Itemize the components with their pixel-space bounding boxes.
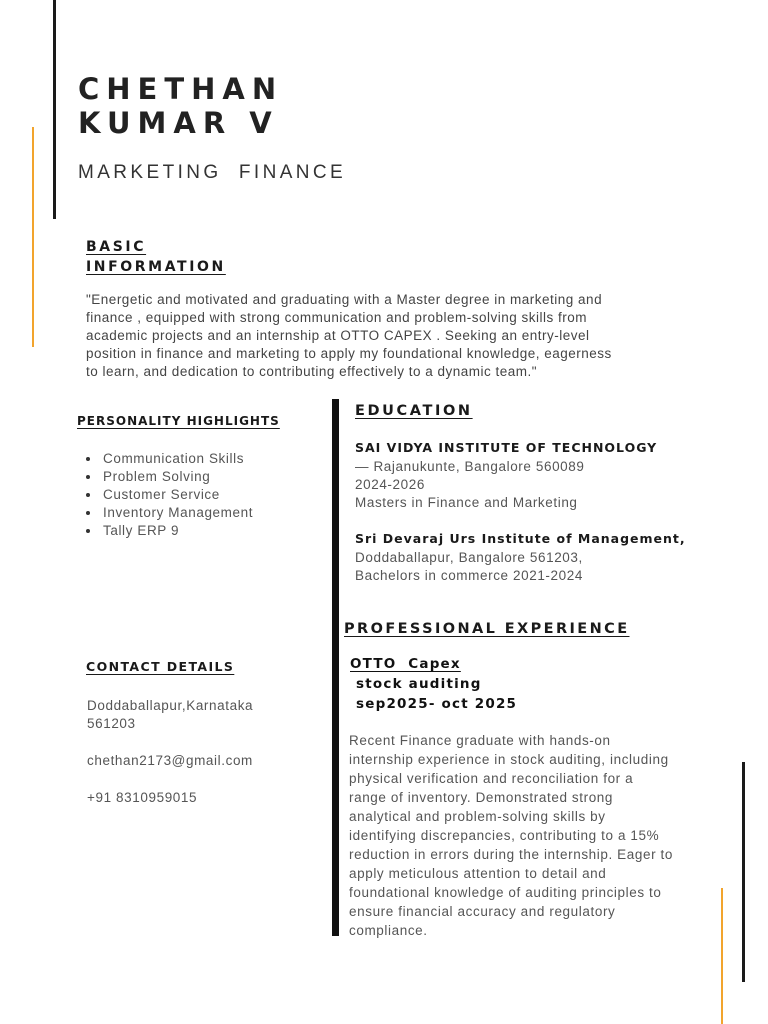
experience-description-line: apply meticulous attention to detail and: [349, 866, 607, 881]
education-detail: Bachelors in commerce 2021-2024: [355, 568, 583, 583]
summary-line: finance , equipped with strong communication and problem-solving skills from: [86, 310, 587, 325]
experience-dates: sep2025- oct 2025: [356, 696, 518, 712]
summary-line: to learn, and dedication to contributing effectively to a dynamic team.": [86, 364, 538, 379]
experience-role: stock auditing: [356, 676, 482, 692]
experience-description-line: physical verification and reconciliation for a: [349, 771, 634, 786]
summary-line: academic projects and an internship at OTTO CAPEX . Seeking an entry-level: [86, 328, 590, 343]
education-heading: EDUCATION: [355, 403, 473, 419]
experience-description-line: Recent Finance graduate with hands-on: [349, 733, 611, 748]
candidate-role: MARKETING FINANCE: [78, 162, 347, 183]
decorative-line-orange-left: [32, 127, 34, 347]
summary-paragraph: [86, 291, 686, 381]
basic-information-heading-line1: BASIC: [86, 239, 147, 255]
experience-description-line: range of inventory. Demonstrated strong: [349, 790, 614, 805]
decorative-line-black-top: [53, 0, 56, 219]
decorative-line-orange-bottom-right: [721, 888, 723, 1024]
basic-information-heading: [86, 237, 226, 277]
column-divider: [332, 399, 339, 936]
list-item: Communication Skills: [103, 450, 253, 468]
experience-description-line: foundational knowledge of auditing principles to: [349, 885, 662, 900]
list-item: Customer Service: [103, 486, 253, 504]
education-institution-1: SAI VIDYA INSTITUTE OF TECHNOLOGY: [355, 440, 658, 455]
personality-highlights-heading: PERSONALITY HIGHLIGHTS: [77, 414, 280, 428]
list-item: Problem Solving: [103, 468, 253, 486]
decorative-line-black-bottom-right: [742, 762, 745, 982]
experience-description-line: reduction in errors during the internship. Eager to: [349, 847, 674, 862]
candidate-name: [78, 72, 283, 140]
basic-information-heading-line2: INFORMATION: [86, 259, 226, 275]
education-detail: — Rajanukunte, Bangalore 560089: [355, 459, 585, 474]
contact-phone: +91 8310959015: [87, 790, 198, 805]
education-detail: 2024-2026: [355, 477, 425, 492]
candidate-name-line1: CHETHAN: [78, 72, 284, 106]
experience-description-line: ensure financial accuracy and regulatory: [349, 904, 616, 919]
experience-description-line: analytical and problem-solving skills by: [349, 809, 606, 824]
experience-description-line: identifying discrepancies, contributing to a 15%: [349, 828, 660, 843]
personality-highlights-list: [103, 450, 253, 540]
summary-line: position in finance and marketing to apply my foundational knowledge, eagerness: [86, 346, 612, 361]
candidate-name-line2: KUMAR V: [78, 106, 279, 140]
experience-description-line: compliance.: [349, 923, 428, 938]
experience-description: [349, 731, 673, 940]
contact-address-line1: Doddaballapur,Karnataka: [87, 698, 254, 713]
contact-details-heading: CONTACT DETAILS: [86, 659, 235, 674]
list-item: Inventory Management: [103, 505, 254, 520]
professional-experience-heading: PROFESSIONAL EXPERIENCE: [344, 621, 630, 637]
contact-address-line2: 561203: [87, 716, 136, 731]
experience-description-line: internship experience in stock auditing, including: [349, 752, 669, 767]
summary-line: "Energetic and motivated and graduating with a Master degree in marketing and: [86, 292, 603, 307]
education-detail: Doddaballapur, Bangalore 561203,: [355, 550, 583, 565]
contact-email: chethan2173@gmail.com: [87, 753, 253, 768]
list-item: Tally ERP 9: [103, 522, 253, 540]
experience-company: OTTO Capex: [350, 656, 461, 672]
education-detail: Masters in Finance and Marketing: [355, 495, 578, 510]
education-institution-2: Sri Devaraj Urs Institute of Management,: [355, 531, 686, 546]
